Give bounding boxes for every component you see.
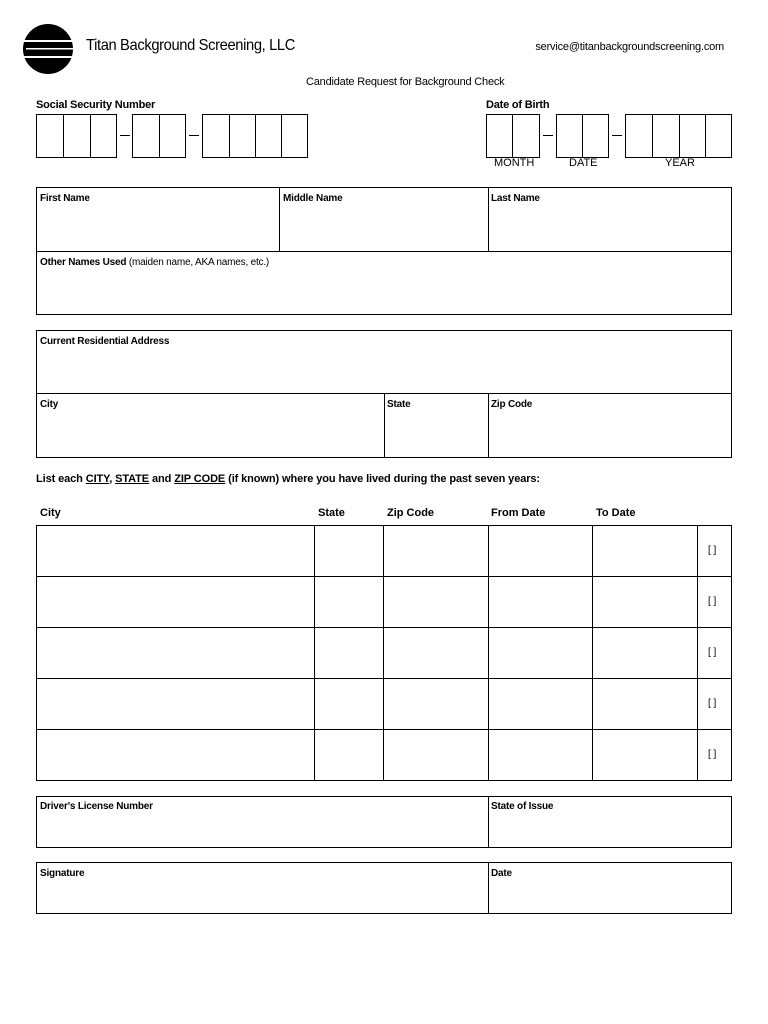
dob-date-caption: DATE bbox=[569, 157, 598, 169]
zip-label: Zip Code bbox=[491, 399, 533, 410]
row-checkbox[interactable]: [ ] bbox=[708, 545, 717, 556]
company-name: Titan Background Screening, LLC bbox=[86, 37, 295, 54]
other-names-title: Other Names Used bbox=[40, 257, 127, 268]
dob-date-2[interactable] bbox=[582, 114, 609, 158]
dob-year-caption: YEAR bbox=[665, 157, 695, 169]
license-state-label: State of Issue bbox=[491, 801, 554, 812]
form-title: Candidate Request for Background Check bbox=[306, 76, 505, 88]
dob-separator bbox=[612, 135, 622, 136]
col-header-state: State bbox=[318, 507, 345, 519]
dob-date-1[interactable] bbox=[556, 114, 583, 158]
residence-instructions: List each CITY, STATE and ZIP CODE (if known) where you have lived during the past seven years: bbox=[36, 473, 540, 485]
last-name-label: Last Name bbox=[491, 193, 540, 204]
col-header-city: City bbox=[40, 507, 61, 519]
dob-month-1[interactable] bbox=[486, 114, 513, 158]
row-checkbox[interactable]: [ ] bbox=[708, 647, 717, 658]
ssn-digit-8[interactable] bbox=[255, 114, 282, 158]
dob-year-1[interactable] bbox=[625, 114, 653, 158]
company-email: service@titanbackgroundscreening.com bbox=[535, 41, 724, 53]
ssn-digit-5[interactable] bbox=[159, 114, 186, 158]
table-row[interactable] bbox=[37, 679, 697, 729]
table-row[interactable] bbox=[37, 526, 697, 576]
dob-month-2[interactable] bbox=[512, 114, 540, 158]
ssn-digit-9[interactable] bbox=[281, 114, 308, 158]
signature-date-field[interactable] bbox=[489, 863, 731, 913]
license-number-label: Driver's License Number bbox=[40, 801, 153, 812]
dob-year-2[interactable] bbox=[652, 114, 680, 158]
ssn-digit-1[interactable] bbox=[36, 114, 64, 158]
ssn-digit-3[interactable] bbox=[90, 114, 117, 158]
row-checkbox[interactable]: [ ] bbox=[708, 698, 717, 709]
ssn-digit-4[interactable] bbox=[132, 114, 160, 158]
dob-month-caption: MONTH bbox=[494, 157, 535, 169]
other-names-label bbox=[40, 257, 269, 268]
middle-name-label: Middle Name bbox=[283, 193, 343, 204]
company-logo bbox=[22, 23, 74, 75]
col-header-to: To Date bbox=[596, 507, 636, 519]
table-row[interactable] bbox=[37, 628, 697, 678]
other-names-note: (maiden name, AKA names, etc.) bbox=[128, 257, 270, 268]
state-label: State bbox=[387, 399, 411, 410]
dob-label: Date of Birth bbox=[486, 99, 550, 111]
table-row[interactable] bbox=[37, 730, 697, 780]
table-row[interactable] bbox=[37, 577, 697, 627]
ssn-separator bbox=[120, 135, 130, 136]
signature-label: Signature bbox=[40, 868, 85, 879]
dob-year-4[interactable] bbox=[705, 114, 732, 158]
col-header-zip: Zip Code bbox=[387, 507, 435, 519]
ssn-digit-7[interactable] bbox=[229, 114, 256, 158]
city-label: City bbox=[40, 399, 59, 410]
dob-separator bbox=[543, 135, 553, 136]
signature-field[interactable] bbox=[37, 863, 488, 913]
col-header-from: From Date bbox=[491, 507, 546, 519]
ssn-separator bbox=[189, 135, 199, 136]
row-checkbox[interactable]: [ ] bbox=[708, 749, 717, 760]
signature-date-label: Date bbox=[491, 868, 512, 879]
ssn-label: Social Security Number bbox=[36, 99, 156, 111]
current-address-label: Current Residential Address bbox=[40, 336, 170, 347]
dob-year-3[interactable] bbox=[679, 114, 706, 158]
first-name-label: First Name bbox=[40, 193, 90, 204]
logo-icon bbox=[22, 23, 74, 75]
ssn-digit-2[interactable] bbox=[63, 114, 91, 158]
row-checkbox[interactable]: [ ] bbox=[708, 596, 717, 607]
ssn-digit-6[interactable] bbox=[202, 114, 230, 158]
city-field[interactable] bbox=[37, 394, 384, 457]
